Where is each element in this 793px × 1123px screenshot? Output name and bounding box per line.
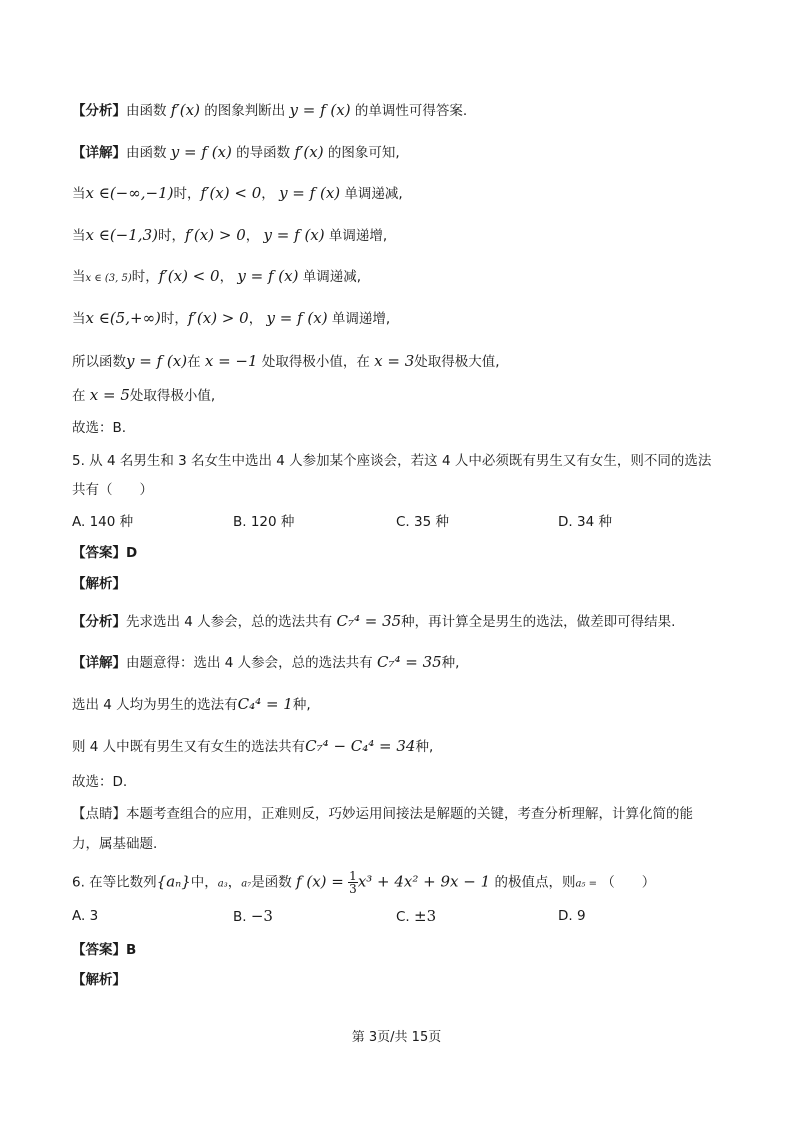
formula: a₃ [217,878,228,890]
q5-remark-line-2: 力，属基础题. [72,836,158,852]
formula: y = f (x) [279,184,341,202]
q5-both: 则 4 人中既有男生又有女生的选法共有C₇⁴ − C₄⁴ = 34种, [72,737,434,755]
q6-option-c: C. ±3 [396,907,437,925]
formula: C₇⁴ − C₄⁴ = 34 [305,737,416,755]
q5-option-d: D. 34 种 [558,514,612,530]
formula: f′(x) > 0 [187,309,249,327]
q6-answer: 【答案】B [72,942,137,958]
formula: f (x) = [296,872,344,891]
q5-choose: 故选：D. [72,774,128,790]
formula: x ∈(−1,3) [85,226,158,244]
q6-option-a: A. 3 [72,908,99,924]
q5-option-c: C. 35 种 [396,514,449,530]
q6-option-b: B. −3 [233,907,273,925]
formula: x ∈(5,+∞) [85,309,161,327]
question-5-line-1: 5. 从 4 名男生和 3 名女生中选出 4 人参加某个座谈会，若这 4 人中必须既有男生又有女生，则不同的选法 [72,453,712,469]
question-6: 6. 在等比数列{aₙ}中，a₃，a₇是函数 f (x) = $\frac{1}{3}$ x³ + 4x² + 9x − 1 的极值点，则a₅ = （ ） [72,869,656,896]
formula: {aₙ} [156,872,191,891]
formula: C₄⁴ = 1 [237,695,293,713]
formula: y = f (x) [263,226,325,244]
q6-option-d: D. 9 [558,908,586,924]
q6-explanation-heading: 【解析】 [72,972,126,988]
formula: f′(x) < 0 [200,184,262,202]
interval-line-2: 当x ∈(−1,3)时，f′(x) > 0， y = f (x) 单调递增, [72,226,388,244]
formula: C₇⁴ = 35 [336,612,402,630]
formula: x ∈(−∞,−1) [85,184,174,202]
conclusion-line-2: 在 x = 5处取得极小值, [72,386,216,404]
conclusion-line-1: 所以函数y = f (x)在 x = −1 处取得极小值，在 x = 3处取得极大值, [72,352,500,370]
q5-analysis: 【分析】先求选出 4 人参会，总的选法共有 C₇⁴ = 35种，再计算全是男生的选法，做差即可得结果. [72,612,676,630]
formula: ±3 [414,907,437,925]
fraction: $\frac{1}{3}$ [349,869,357,896]
interval-line-1: 当x ∈(−∞,−1)时，f′(x) < 0， y = f (x) 单调递减, [72,184,403,202]
q5-option-b: B. 120 种 [233,514,295,530]
q5-detail: 【详解】由题意得：选出 4 人参会，总的选法共有 C₇⁴ = 35种, [72,653,460,671]
formula: a₅ = [575,878,597,890]
tag-analysis: 【分析】 [72,103,126,119]
formula: x ∈ (3, 5) [85,273,132,284]
formula: x³ + 4x² + 9x − 1 [357,872,491,891]
q5-explanation-heading: 【解析】 [72,576,126,592]
answer-choice-4: 故选：B. [72,420,127,436]
formula: −3 [250,907,273,925]
formula: a₇ [241,878,252,890]
formula: f′(x) [170,101,200,119]
q5-male-only: 选出 4 人均为男生的选法有C₄⁴ = 1种, [72,695,311,713]
formula: f′(x) > 0 [184,226,246,244]
formula: C₇⁴ = 35 [376,653,442,671]
question-5-line-2: 共有（ ） [72,482,153,498]
page-footer: 第 3页/共 15页 [351,1030,442,1045]
analysis-line-1: 【分析】由函数 f′(x) 的图象判断出 y = f (x) 的单调性可得答案. [72,101,468,119]
formula: y = f (x) [126,352,188,370]
q5-remark-line-1: 【点睛】本题考查组合的应用，正难则反，巧妙运用间接法是解题的关键，考查分析理解，计算化简的能 [72,806,693,822]
formula: y = f (x) [266,309,328,327]
interval-line-3: 当x ∈ (3, 5)时，f′(x) < 0， y = f (x) 单调递减, [72,267,362,285]
formula: y = f (x) [289,101,351,119]
formula: f′(x) < 0 [158,267,220,285]
tag-detail: 【详解】 [72,145,126,161]
q5-answer: 【答案】D [72,545,138,561]
formula: x = 5 [89,386,130,404]
detail-line-1: 【详解】由函数 y = f (x) 的导函数 f′(x) 的图象可知, [72,143,400,161]
formula: x = 3 [374,352,415,370]
formula: y = f (x) [170,143,232,161]
q5-option-a: A. 140 种 [72,514,134,530]
formula: f′(x) [294,143,324,161]
formula: x = −1 [204,352,258,370]
interval-line-4: 当x ∈(5,+∞)时，f′(x) > 0， y = f (x) 单调递增, [72,309,391,327]
formula: y = f (x) [237,267,299,285]
